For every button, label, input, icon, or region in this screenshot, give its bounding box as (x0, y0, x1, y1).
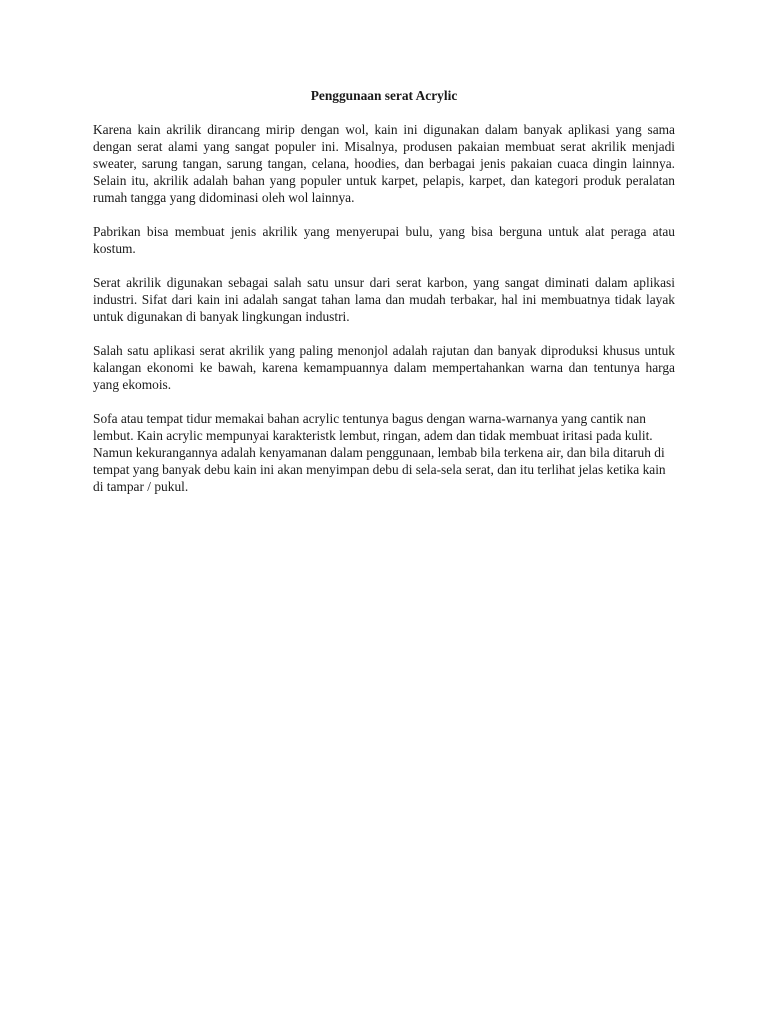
paragraph-3: Serat akrilik digunakan sebagai salah satu unsur dari serat karbon, yang sangat diminati dalam aplikasi industri. Sifat dari kain ini adalah sangat tahan lama dan mudah terbakar, hal ini membuatnya tidak layak untuk digunakan di banyak lingkungan industri. (93, 275, 675, 324)
paragraph-1: Karena kain akrilik dirancang mirip dengan wol, kain ini digunakan dalam banyak aplikasi yang sama dengan serat alami yang sangat populer ini. Misalnya, produsen pakaian membuat serat akrilik menjadi sweater, sarung tangan, sarung tangan, celana, hoodies, dan berbagai jenis pakaian cuaca dingin lainnya. Selain itu, akrilik adalah bahan yang populer untuk karpet, pelapis, karpet, dan kategori produk peralatan rumah tangga yang didominasi oleh wol lainnya. (93, 122, 675, 205)
document-body (93, 87, 675, 512)
paragraph-5: Sofa atau tempat tidur memakai bahan acrylic tentunya bagus dengan warna-warnanya yang cantik nan lembut. Kain acrylic mempunyai karakteristk lembut, ringan, adem dan tidak membuat iritasi pada kulit. Namun kekurangannya adalah kenyamanan dalam penggunaan, lembab bila terkena air, dan bila ditaruh di tempat yang banyak debu kain ini akan menyimpan debu di sela-sela serat, dan itu terlihat jelas ketika kain di tampar / pukul. (93, 411, 666, 494)
paragraph-4: Salah satu aplikasi serat akrilik yang paling menonjol adalah rajutan dan banyak diproduksi khusus untuk kalangan ekonomi ke bawah, karena kemampuannya dalam mempertahankan warna dan tentunya harga yang ekomois. (93, 343, 675, 392)
paragraph-2: Pabrikan bisa membuat jenis akrilik yang menyerupai bulu, yang bisa berguna untuk alat peraga atau kostum. (93, 224, 675, 256)
document-title: Penggunaan serat Acrylic (310, 88, 458, 103)
